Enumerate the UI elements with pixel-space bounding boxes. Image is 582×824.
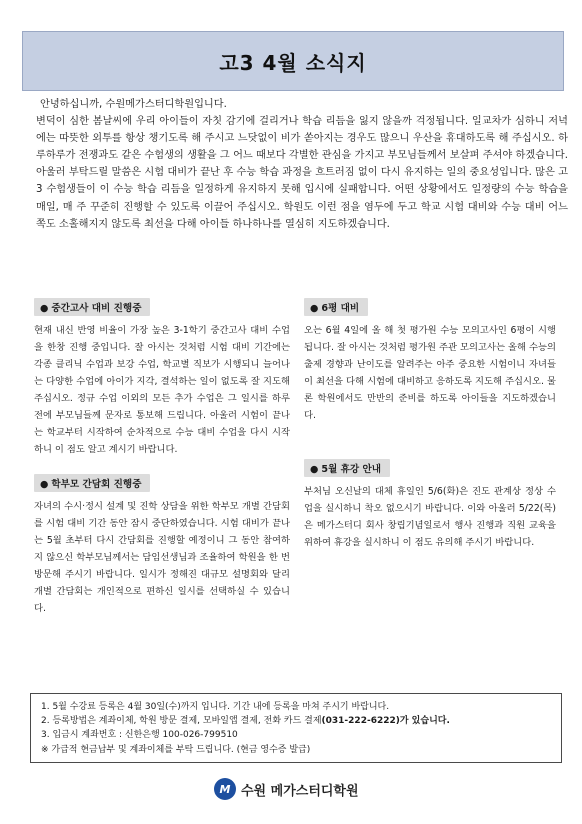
academy-name: 수원 메가스터디학원 [241, 783, 359, 799]
section-label-text: 중간고사 대비 진행중 [51, 303, 142, 314]
right-column [304, 296, 556, 551]
section-june [304, 296, 556, 424]
section-label-june [304, 298, 368, 316]
phone-number: (031-222-6222) [321, 716, 400, 727]
bullet-icon: ● [40, 303, 49, 314]
megastudy-logo-icon: M [214, 778, 236, 800]
notice-line-1: 1. 5월 수강료 등록은 4월 30일(수)까지 입니다. 기간 내에 등록을 마쳐 주시기 바랍니다. [41, 702, 390, 712]
section-label-midterm [34, 298, 150, 316]
academy-logo [214, 778, 359, 800]
section-label-text: 학부모 간담회 진행중 [51, 479, 142, 490]
bullet-icon: ● [40, 479, 49, 490]
intro-greeting: 안녕하십니까, 수원메가스터디학원입니다. [40, 99, 227, 110]
newsletter-title: 고3 4월 소식지 [219, 50, 367, 75]
bullet-icon: ● [310, 464, 319, 475]
section-text-holiday: 부처님 오신날의 대체 휴일인 5/6(화)은 진도 관계상 정상 수업을 실시하니 착오 없으시기 바랍니다. 이와 아울러 5/22(목)은 메가스터디 회사 창립기념일로서 행사 진행과 직원 교육을 위하여 휴강을 실시하니 이 점도 유의해 주시기 바랍니다. [304, 486, 556, 548]
notice-line-2-text: 2. 등록방법은 계좌이체, 학원 방문 결제, 모바일앱 결제, 전화 카드 결제 [41, 716, 322, 727]
section-label-parents [34, 474, 150, 492]
notice-line-3: 3. 입금시 계좌번호 : 신한은행 100-026-799510 [41, 730, 238, 741]
left-column [34, 296, 290, 617]
section-midterm [34, 296, 290, 458]
notice-line-4: ※ 가급적 현금납부 및 계좌이체를 부탁 드립니다. (현금 영수증 발급) [41, 744, 311, 755]
section-holiday [304, 457, 556, 551]
section-text-parents: 자녀의 수시·정시 설계 및 진학 상담을 위한 학부모 개별 간담회를 시험 대비 기간 동안 잠시 중단하였습니다. 시험 대비가 끝나는 5월 초부터 다시 간담회를 진행할 예정이니 그 동안 참여하지 않으신 학부모님께서는 담임선생님과 조율하여 학원을 한 번 방문해 주시기 바랍니다. 일시가 정해진 대규모 설명회와 달리 개별 간담회는 개인적으로 편하신 일시를 선택하실 수 있습니다. [34, 501, 290, 614]
section-label-holiday [304, 459, 390, 477]
notice-box [30, 693, 562, 763]
section-label-text: 5월 휴강 안내 [321, 464, 382, 475]
notice-line-2-suffix: 가 있습니다. [399, 716, 450, 727]
newsletter-title-bar [22, 31, 564, 91]
section-text-midterm: 현재 내신 반영 비율이 가장 높은 3-1학기 중간고사 대비 수업을 한창 진행 중입니다. 잘 아시는 것처럼 시험 대비 기간에는 각종 클리닉 수업과 보강 수업, 학교별 직보가 시행되니 늘어나는 다양한 수업에 아이가 지각, 결석하는 일이 없도록 잘 지도해 주십시오. 정규 수업 이외의 모든 추가 수업은 그 일시를 하루 전에 부모님들께 문자로 통보해 드립니다. 아울러 시험이 끝나는 학교부터 시작하여 순차적으로 수능 대비 수업을 다시 시작하니 이 점도 알고 계시기 바랍니다. [34, 325, 290, 455]
section-label-text: 6평 대비 [321, 303, 360, 314]
section-text-june: 오는 6월 4일에 올 해 첫 평가원 수능 모의고사인 6평이 시행됩니다. 잘 아시는 것처럼 평가원 주관 모의고사는 올해 수능의 출제 경향과 난이도를 알려주는 아주 중요한 시험이니 자녀들이 최선을 다해 시험에 대비하고 응하도록 지도해 주십시오. 물론 학원에서도 만반의 준비를 하도록 아이들을 지도하겠습니다. [304, 325, 556, 421]
intro-paragraph [36, 96, 568, 233]
intro-body: 변덕이 심한 봄날씨에 우리 아이들이 자칫 감기에 걸리거나 학습 리듬을 잃지 않을까 걱정됩니다. 일교차가 심하니 저녁에는 따뜻한 외투를 항상 챙기도록 해 주시고 느닷없이 비가 쏟아지는 경우도 많으니 우산을 휴대하도록 해 주십시오. 하루하루가 전쟁과도 같은 수험생의 생활을 그 어느 때보다 각별한 관심을 가지고 부모님들께서 보살펴 주셔야 하겠습니다. 아울러 부탁드릴 말씀은 시험 대비가 끝난 후 수능 학습 과정을 흐트러짐 없이 다시 유지하는 일의 중요성입니다. 많은 고3 수험생들이 이 수능 학습 리듬을 일정하게 유지하지 못해 입시에 실패합니다. 어떤 상황에서도 일정량의 수능 학습을 매일, 매 주 꾸준히 진행할 수 있도록 이끌어 주십시오. 학원도 이런 점을 염두에 두고 학교 시험 대비와 수능 대비 어느 쪽도 소홀해지지 않도록 최선을 다해 아이들 하나하나를 열심히 지도하겠습니다. [36, 116, 568, 230]
notice-line-2 [41, 714, 551, 728]
bullet-icon: ● [310, 303, 319, 314]
section-parents [34, 472, 290, 617]
